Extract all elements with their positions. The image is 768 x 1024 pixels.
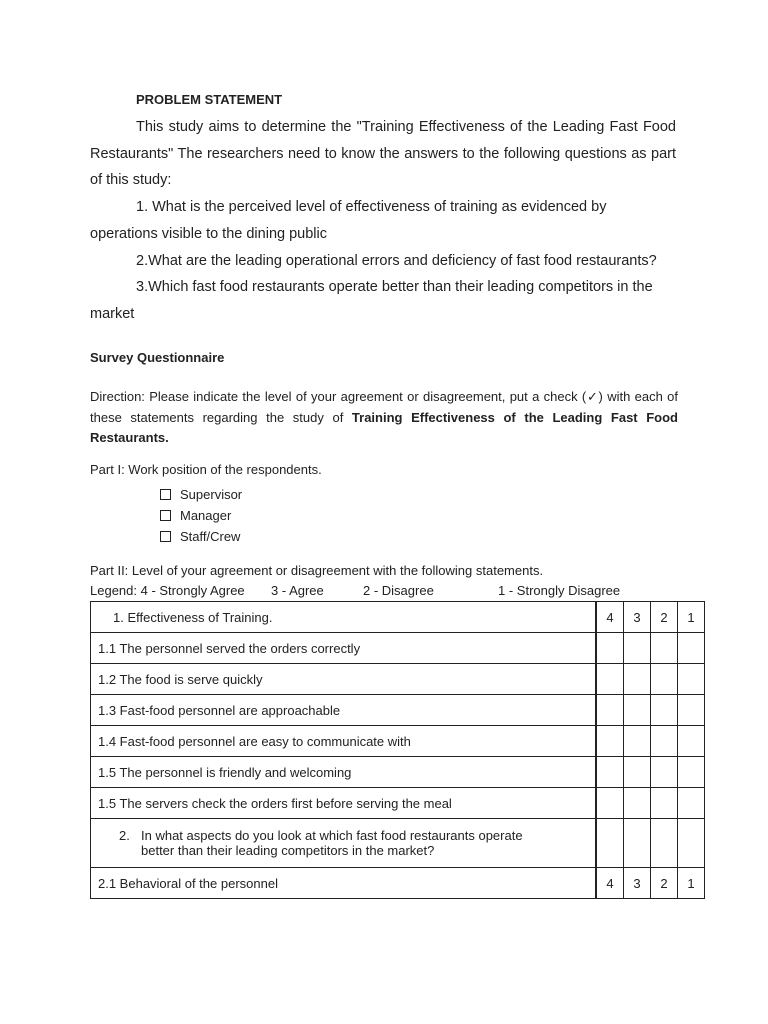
legend-strongly-disagree: 1 - Strongly Disagree: [498, 583, 621, 598]
question-3: 3.Which fast food restaurants operate better than their leading competitors in the market: [90, 279, 653, 322]
option-label: Manager: [180, 508, 232, 523]
rating-cell-1[interactable]: [678, 788, 705, 819]
rating-cell-3[interactable]: [624, 788, 651, 819]
scale-4-label: 4: [596, 868, 624, 899]
rating-cell-2[interactable]: [651, 633, 678, 664]
position-options: [160, 484, 242, 547]
statement-1-5b: 1.5 The servers check the orders first before serving the meal: [91, 788, 597, 819]
scale-2-label: 2: [651, 868, 678, 899]
problem-statement-title: PROBLEM STATEMENT: [136, 92, 283, 107]
scale-4-header: 4: [596, 602, 624, 633]
rating-cell-2[interactable]: [651, 664, 678, 695]
problem-statement-body: [90, 114, 676, 328]
rating-cell-2[interactable]: [651, 757, 678, 788]
part2-label: Part II: Level of your agreement or disagreement with the following statements.: [90, 563, 544, 578]
rating-cell-1[interactable]: [678, 726, 705, 757]
checkbox[interactable]: [160, 531, 171, 542]
statement-1-4: 1.4 Fast-food personnel are easy to communicate with: [91, 726, 597, 757]
rating-cell-1[interactable]: [678, 664, 705, 695]
table-row: [91, 788, 705, 819]
rating-cell-3[interactable]: [624, 664, 651, 695]
rating-cell-1[interactable]: [678, 695, 705, 726]
section2-header-row: [91, 819, 705, 868]
rating-cell-empty: [678, 819, 705, 868]
option-staff-crew[interactable]: [160, 526, 242, 547]
rating-cell-2[interactable]: [651, 788, 678, 819]
legend-disagree: 2 - Disagree: [363, 583, 434, 598]
section1-title: 1. Effectiveness of Training.: [91, 602, 597, 633]
table-row: [91, 757, 705, 788]
statement-1-5: 1.5 The personnel is friendly and welcoming: [91, 757, 597, 788]
rating-cell-4[interactable]: [596, 788, 624, 819]
question-2: 2.What are the leading operational errors and deficiency of fast food restaurants?: [136, 252, 657, 269]
rating-cell-2[interactable]: [651, 695, 678, 726]
part1-label: Part I: Work position of the respondents.: [90, 462, 322, 477]
survey-direction: [90, 387, 678, 449]
table-row: [91, 868, 705, 899]
table-row: [91, 726, 705, 757]
section2-line1: [119, 828, 595, 843]
table-row: [91, 633, 705, 664]
rating-cell-4[interactable]: [596, 633, 624, 664]
rating-cell-4[interactable]: [596, 726, 624, 757]
option-manager[interactable]: [160, 505, 242, 526]
problem-statement-intro: This study aims to determine the "Training Effectiveness of the Leading Fast Food Restaurants" The researchers need to know the answers to the following questions as part of this study:: [90, 119, 676, 189]
scale-1-header: 1: [678, 602, 705, 633]
table-row: [91, 695, 705, 726]
rating-cell-1[interactable]: [678, 633, 705, 664]
statement-1-3: 1.3 Fast-food personnel are approachable: [91, 695, 597, 726]
rating-cell-3[interactable]: [624, 633, 651, 664]
statement-2-1: 2.1 Behavioral of the personnel: [91, 868, 597, 899]
direction-text: Direction: Please indicate the level of your agreement or disagreement, put a check (✓) with each of these statements regarding the study of: [90, 389, 678, 425]
rating-cell-3[interactable]: [624, 695, 651, 726]
checkbox[interactable]: [160, 489, 171, 500]
rating-cell-4[interactable]: [596, 664, 624, 695]
scale-1-label: 1: [678, 868, 705, 899]
table-row: [91, 664, 705, 695]
rating-cell-3[interactable]: [624, 757, 651, 788]
rating-cell-empty: [624, 819, 651, 868]
rating-cell-1[interactable]: [678, 757, 705, 788]
legend-strongly-agree: Legend: 4 - Strongly Agree: [90, 583, 245, 598]
rating-cell-4[interactable]: [596, 757, 624, 788]
rating-cell-3[interactable]: [624, 726, 651, 757]
section2-text-line2: better than their leading competitors in the market?: [141, 843, 435, 858]
legend-agree: 3 - Agree: [271, 583, 324, 598]
option-supervisor[interactable]: [160, 484, 242, 505]
scale-2-header: 2: [651, 602, 678, 633]
section1-header-row: [91, 602, 705, 633]
checkbox[interactable]: [160, 510, 171, 521]
rating-cell-empty: [596, 819, 624, 868]
statement-1-2: 1.2 The food is serve quickly: [91, 664, 597, 695]
section2-question: [91, 819, 597, 868]
option-label: Staff/Crew: [180, 529, 241, 544]
survey-title: Survey Questionnaire: [90, 350, 225, 365]
section2-number: 2.: [119, 828, 130, 843]
option-label: Supervisor: [180, 487, 243, 502]
scale-3-header: 3: [624, 602, 651, 633]
survey-table: [90, 601, 705, 899]
direction-study-title: Training Effectiveness of the Leading Fast Food Restaurants.: [90, 409, 678, 445]
statement-1-1: 1.1 The personnel served the orders correctly: [91, 633, 597, 664]
rating-cell-empty: [651, 819, 678, 868]
section2-text-line1: In what aspects do you look at which fast food restaurants operate: [141, 828, 523, 843]
rating-cell-2[interactable]: [651, 726, 678, 757]
question-1: 1. What is the perceived level of effectiveness of training as evidenced by operations visible to the dining public: [90, 199, 607, 242]
rating-cell-4[interactable]: [596, 695, 624, 726]
scale-3-label: 3: [624, 868, 651, 899]
